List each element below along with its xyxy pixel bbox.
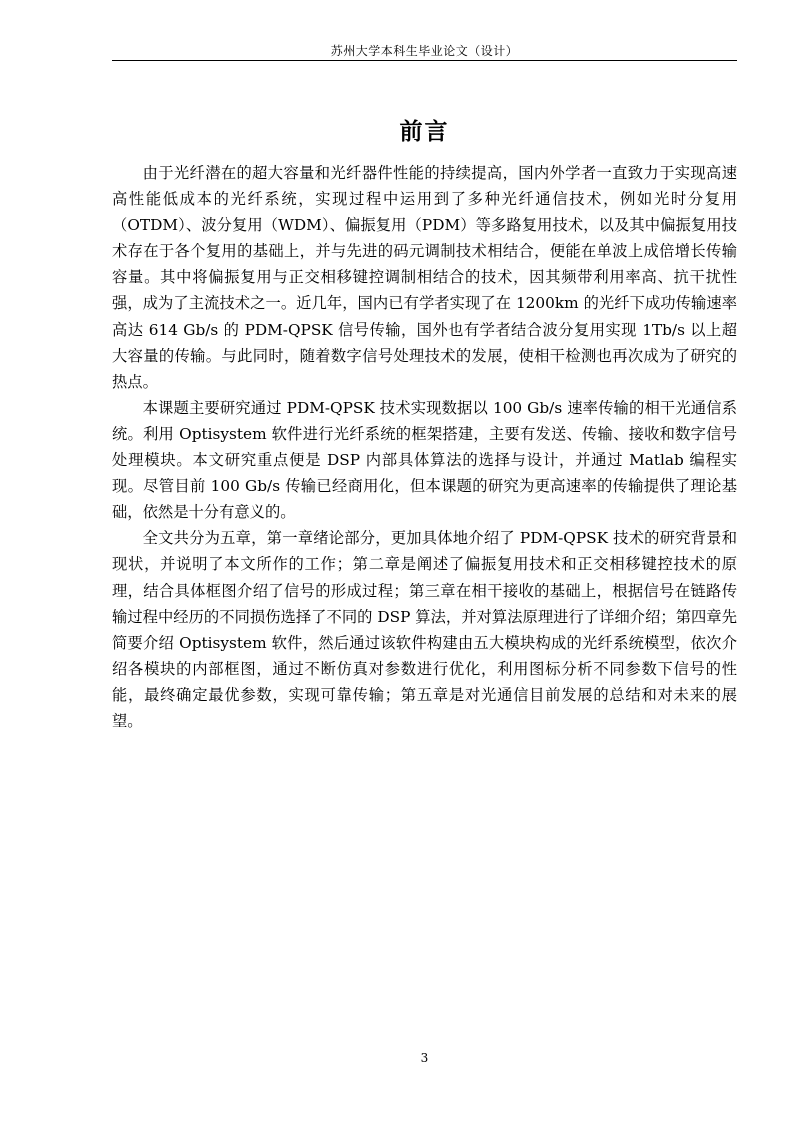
paragraph-chapter-outline: 全文共分为五章，第一章绪论部分，更加具体地介绍了 PDM-QPSK 技术的研究背景和现状，并说明了本文所作的工作；第二章是阐述了偏振复用技术和正交相移键控技术的原理，结合具体框图介绍了信号的形成过程；第三章在相干接收的基础上，根据信号在链路传输过程中经历的不同损伤选择了不同的 DSP 算法，并对算法原理进行了详细介绍；第四章先简要介绍 Optisystem 软件，然后通过该软件构建由五大模块构成的光纤系统模型，依次介绍各模块的内部框图，通过不断仿真对参数进行优化，利用图标分析不同参数下信号的性能，最终确定最优参数，实现可靠传输；第五章是对光通信目前发展的总结和对未来的展望。 — [112, 529, 737, 730]
document-body — [112, 160, 737, 734]
page-title: 前言 — [399, 118, 450, 146]
running-header: 苏州大学本科生毕业论文（设计） — [330, 44, 519, 58]
header-divider — [112, 60, 737, 61]
paragraph-research-topic: 本课题主要研究通过 PDM-QPSK 技术实现数据以 100 Gb/s 速率传输的相干光通信系统。利用 Optisystem 软件进行光纤系统的框架搭建，主要有发送、传输、接收和数字信号处理模块。本文研究重点便是 DSP 内部具体算法的选择与设计，并通过 Matlab 编程实现。尽管目前 100 Gb/s 传输已经商用化，但本课题的研究为更高速率的传输提供了理论基础，依然是十分有意义的。 — [112, 398, 737, 522]
paragraph-background: 由于光纤潜在的超大容量和光纤器件性能的持续提高，国内外学者一直致力于实现高速高性能低成本的光纤系统，实现过程中运用到了多种光纤通信技术，例如光时分复用（OTDM）、波分复用（WDM）、偏振复用（PDM）等多路复用技术，以及其中偏振复用技术存在于各个复用的基础上，并与先进的码元调制技术相结合，便能在单波上成倍增长传输容量。其中将偏振复用与正交相移键控调制相结合的技术，因其频带利用率高、抗干扰性强，成为了主流技术之一。近几年，国内已有学者实现了在 1200km 的光纤下成功传输速率高达 614 Gb/s 的 PDM-QPSK 信号传输，国外也有学者结合波分复用实现 1Tb/s 以上超大容量的传输。与此同时，随着数字信号处理技术的发展，使相干检测也再次成为了研究的热点。 — [112, 164, 737, 391]
page-number: 3 — [420, 1051, 429, 1065]
